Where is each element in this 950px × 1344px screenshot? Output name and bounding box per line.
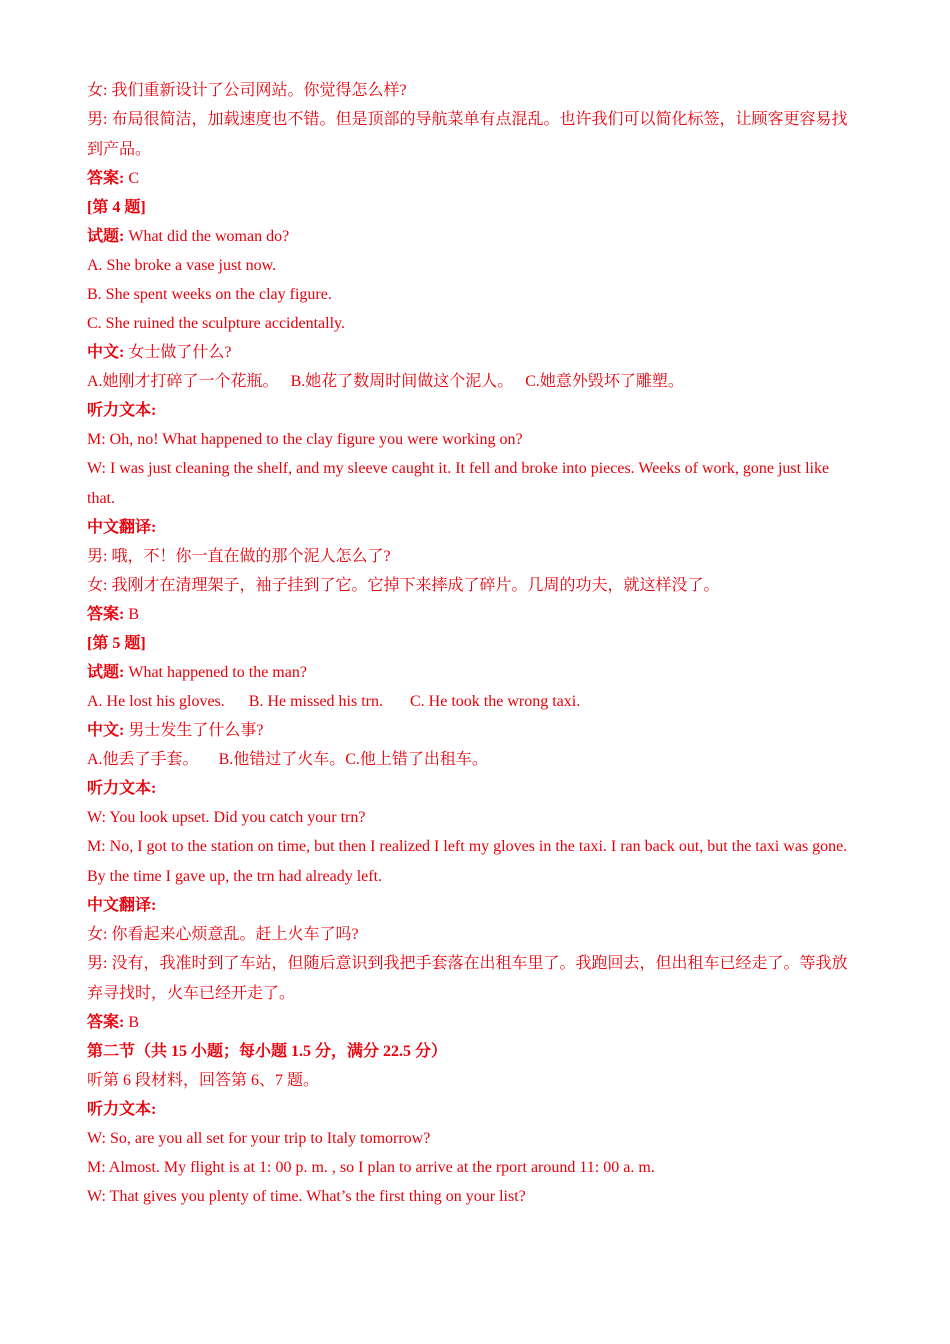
chinese-label: 中文:: [87, 722, 125, 739]
dialogue-line: 女: 我们重新设计了公司网站。你觉得怎么样?: [87, 82, 407, 99]
chinese-option-a: A.她刚才打碎了一个花瓶。: [87, 373, 279, 390]
chinese-question-line: [87, 716, 857, 745]
option-b: B. He missed his trn.: [248, 693, 383, 710]
dialogue-line: M: Oh, no! What happened to the clay figure you were working on?: [87, 431, 523, 448]
chinese-option-c: C.他上错了出租车。: [345, 751, 488, 768]
translation-line: 男: 没有，我准时到了车站，但随后意识到我把手套落在出租车里了。我跑回去，但出租车已经走了。等我放弃寻找时，火车已经开走了。: [87, 955, 848, 1002]
answer-line: [87, 164, 857, 193]
dialogue-line: W: You look upset. Did you catch your trn?: [87, 809, 366, 826]
answer-value: B: [124, 606, 140, 623]
answer-line: [87, 600, 857, 629]
chinese-label: 中文:: [87, 344, 125, 361]
question-label: 试题:: [87, 228, 125, 245]
chinese-options-line: [87, 745, 857, 774]
chinese-question-text: 男士发生了什么事?: [124, 722, 264, 739]
option-a: A. She broke a vase just now.: [87, 257, 277, 274]
chinese-question-text: 女士做了什么?: [124, 344, 232, 361]
section-header: 第二节（共 15 小题；每小题 1.5 分，满分 22.5 分）: [87, 1043, 448, 1060]
question-header: [第 4 题]: [87, 199, 146, 216]
question-line: [87, 658, 857, 687]
chinese-option-b: B.她花了数周时间做这个泥人。: [290, 373, 514, 390]
dialogue-line: M: No, I got to the station on time, but then I realized I left my gloves in the taxi. I ran back out, but the taxi was gone. By the time I gave up, the trn had already left.: [87, 838, 848, 885]
answer-label: 答案:: [87, 1014, 125, 1031]
option-a: A. He lost his gloves.: [87, 693, 225, 710]
section-intro: 听第 6 段材料，回答第 6、7 题。: [87, 1072, 320, 1089]
answer-value: C: [124, 170, 140, 187]
dialogue-line: W: That gives you plenty of time. What’s the first thing on your list?: [87, 1188, 526, 1205]
chinese-option-a: A.他丢了手套。: [87, 751, 199, 768]
listening-text-label: 听力文本:: [87, 402, 157, 419]
listening-text-label: 听力文本:: [87, 1101, 157, 1118]
translation-label: 中文翻译:: [87, 897, 157, 914]
translation-line: 女: 你看起来心烦意乱。赶上火车了吗?: [87, 926, 359, 943]
answer-value: B: [124, 1014, 140, 1031]
question-label: 试题:: [87, 664, 125, 681]
option-c: C. He took the wrong taxi.: [410, 693, 581, 710]
question-text: What did the woman do?: [124, 228, 290, 245]
answer-line: [87, 1008, 857, 1037]
chinese-option-c: C.她意外毁坏了雕塑。: [525, 373, 684, 390]
document-page: [87, 76, 857, 1211]
question-line: [87, 222, 857, 251]
dialogue-line: W: I was just cleaning the shelf, and my sleeve caught it. It fell and broke into pieces. Weeks of work, gone just like that.: [87, 460, 830, 507]
translation-label: 中文翻译:: [87, 519, 157, 536]
option-b: B. She spent weeks on the clay figure.: [87, 286, 332, 303]
option-c: C. She ruined the sculpture accidentally.: [87, 315, 345, 332]
dialogue-line: 男: 布局很简洁，加载速度也不错。但是顶部的导航菜单有点混乱。也许我们可以简化标签，让顾客更容易找到产品。: [87, 111, 848, 158]
translation-line: 女: 我刚才在清理架子，袖子挂到了它。它掉下来摔成了碎片。几周的功夫，就这样没了。: [87, 577, 720, 594]
chinese-question-line: [87, 338, 857, 367]
chinese-option-b: B.他错过了火车。: [218, 751, 346, 768]
translation-line: 男: 哦，不！你一直在做的那个泥人怎么了?: [87, 548, 391, 565]
dialogue-line: M: Almost. My flight is at 1: 00 p. m. , so I plan to arrive at the rport around 11: 00 a. m.: [87, 1159, 655, 1176]
question-text: What happened to the man?: [124, 664, 307, 681]
answer-label: 答案:: [87, 170, 125, 187]
chinese-options-line: [87, 367, 857, 396]
options-line: [87, 687, 857, 716]
listening-text-label: 听力文本:: [87, 780, 157, 797]
question-header: [第 5 题]: [87, 635, 146, 652]
answer-label: 答案:: [87, 606, 125, 623]
dialogue-line: W: So, are you all set for your trip to Italy tomorrow?: [87, 1130, 431, 1147]
